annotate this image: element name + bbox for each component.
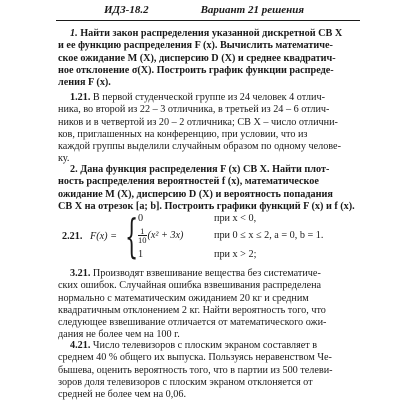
- problem-number: 4.21.: [70, 340, 91, 351]
- header-variant: Вариант 21 решения: [200, 4, 305, 16]
- problem-line: следующее взвешивание отличается от математического ожи-: [58, 317, 327, 329]
- task-2-line: ность распределения вероятностей f (x), математическое: [58, 176, 319, 188]
- problem-line: 4.21. Число телевизоров с плоским экраном составляет в: [70, 340, 318, 351]
- formula-lhs: F(x) =: [90, 231, 117, 242]
- problem-3-21: [58, 268, 360, 342]
- problem-line: 1.21. В первой студенческой группе из 24 человек 4 отлич-: [70, 92, 325, 103]
- problem-1-21: [58, 92, 360, 166]
- problem-line: нормально с математическим ожиданием 20 кг и средним: [58, 292, 309, 304]
- problem-line: бышева, оценить вероятность того, что в партии из 500 телеви-: [58, 364, 333, 376]
- problem-line: среднем 40 % общего их выпуска. Пользуясь неравенством Че-: [58, 352, 332, 364]
- task-1: [58, 28, 360, 89]
- formula-case-1: 0 при x < 0,: [138, 213, 257, 224]
- problem-line: ку.: [58, 153, 70, 165]
- problem-line: средней не более чем на 0,06.: [58, 389, 187, 401]
- problem-number: 3.21.: [70, 268, 91, 279]
- formula-case-3: 1 при x > 2;: [138, 249, 257, 260]
- problem-line: квадратичным отклонением 2 кг. Найти вероятность того, что: [58, 304, 326, 316]
- task-1-number: 1.: [70, 28, 78, 39]
- problem-number: 1.21.: [70, 92, 91, 103]
- task-1-line: 1. Найти закон распределения указанной дискретной СВ X: [70, 28, 343, 39]
- task-2-line: ожидание M (X), дисперсию D (X) и вероятность попадания: [58, 188, 333, 200]
- problem-line: ков, приглашенных на конференцию, при условии, что из: [58, 128, 308, 140]
- formula-case-2: $\frac{1}{10}$ (x² + 3x) при 0 ≤ x ≤ 2, a = 0, b = 1.: [138, 226, 324, 245]
- problem-line: ников и в четвертой из 20 – 2 отличника; СВ X – число отлични-: [58, 116, 338, 128]
- problem-number: 2.21.: [62, 231, 83, 242]
- task-2: [58, 164, 360, 213]
- fraction: $\frac{1}{10}$: [138, 226, 147, 245]
- task-1-line: ское ожидание M (X), дисперсию D (X) и среднее квадратич-: [58, 52, 336, 64]
- header-rule: [56, 20, 360, 21]
- task-1-line: ное отклонение σ(X). Построить график функции распреде-: [58, 64, 334, 76]
- page-header: [104, 4, 304, 16]
- task-1-line: ления F (x).: [58, 77, 111, 89]
- problem-line: дания не более чем на 100 г.: [58, 329, 180, 341]
- problem-line: ника, во второй из 22 – 3 отличника, в третьей из 24 – 6 отлич-: [58, 104, 330, 116]
- task-2-line: 2. Дана функция распределения F (x) СВ X. Найти плот-: [70, 164, 330, 175]
- problem-line: каждой группы выделили случайным образом по одному челове-: [58, 141, 341, 153]
- task-2-line: СВ X на отрезок [a; b]. Построить графики функций F (x) и f (x).: [58, 200, 355, 212]
- problem-line: ских ошибок. Случайная ошибка взвешивания распределена: [58, 280, 322, 292]
- task-2-number: 2.: [70, 164, 78, 175]
- left-brace: {: [125, 209, 139, 263]
- problem-2-21: [62, 209, 362, 263]
- problem-line: зоров доля телевизоров с плоским экраном отклоняется от: [58, 376, 313, 388]
- problem-4-21: [58, 340, 360, 401]
- header-idz: ИДЗ-18.2: [104, 4, 149, 16]
- problem-line: 3.21. Производят взвешивание вещества без систематиче-: [70, 268, 321, 279]
- task-1-line: и ее функцию распределения F (x). Вычислить математиче-: [58, 40, 333, 52]
